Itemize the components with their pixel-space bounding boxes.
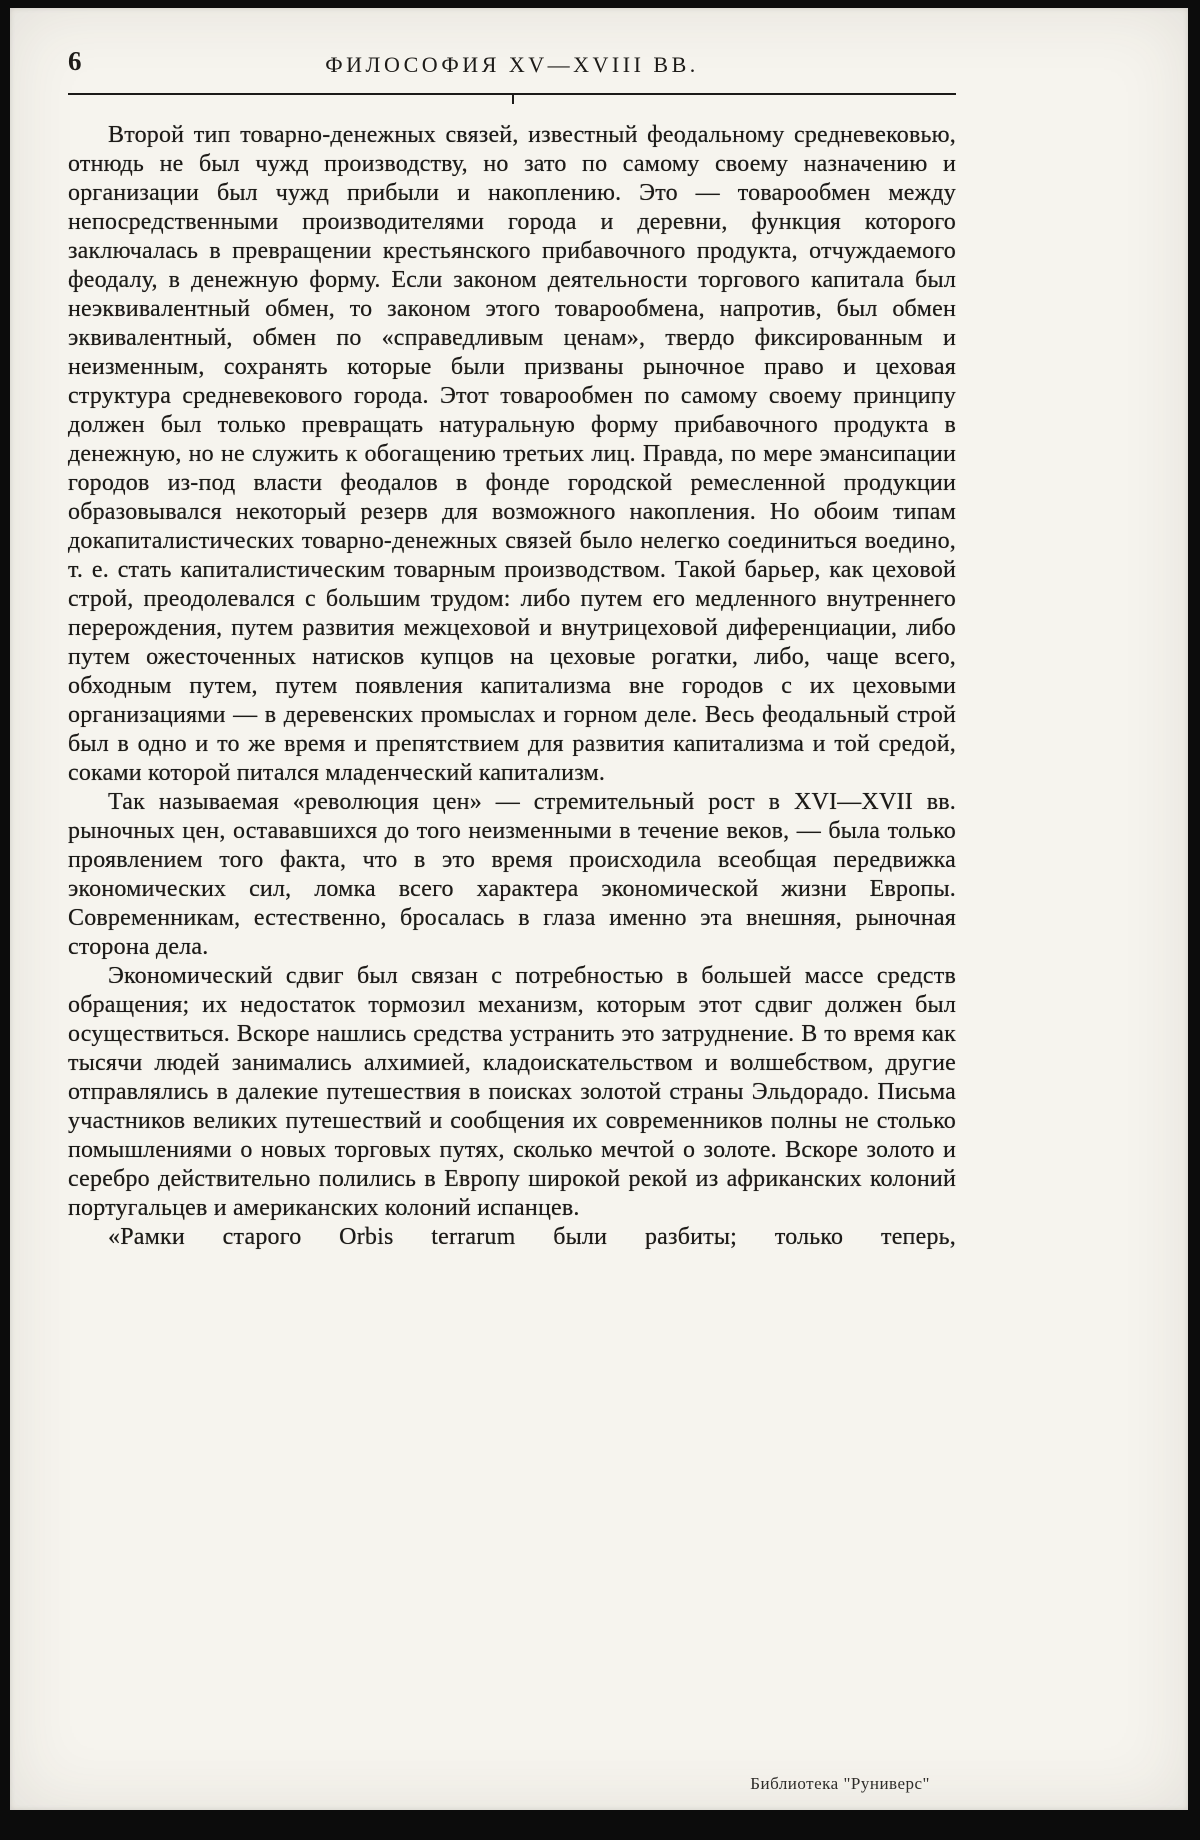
header-rule: [68, 93, 956, 95]
header-rule-tick: [512, 95, 514, 104]
page: [10, 8, 1188, 1810]
running-title: ФИЛОСОФИЯ XV—XVIII ВВ.: [325, 52, 699, 77]
paragraph-3: Экономический сдвиг был связан с потребностью в большей массе средств обращения; их недостаток тормозил механизм, которым этот сдвиг должен был осуществиться. Вскоре нашлись средства устранить это затруднение. В то время как тысячи людей занимались алхимией, кладоискательством и волшебством, другие отправлялись в далекие путешествия в поисках золотой страны Эльдорадо. Письма участников великих путешествий и сообщения их современников полны не столько помышлениями о новых торговых путях, сколько мечтой о золоте. Вскоре золото и серебро действительно полились в Европу широкой рекой из африканских колоний португальцев и американских колоний испанцев.: [68, 963, 956, 1221]
library-watermark: Библиотека "Руниверс": [750, 1774, 930, 1793]
page-body: [68, 121, 956, 1252]
paragraph-4: «Рамки старого Orbis terrarum были разбиты; только теперь,: [108, 1224, 956, 1250]
page-header: [68, 8, 956, 86]
paragraph-1: Второй тип товарно-денежных связей, известный феодальному средневековью, отнюдь не был чужд производству, но зато по самому своему назначению и организации был чужд прибыли и накоплению. Это — товарообмен между непосредственными производителями города и деревни, функция которого заключалась в превращении крестьянского прибавочного продукта, отчуждаемого феодалу, в денежную форму. Если законом деятельности торгового капитала был неэквивалентный обмен, то законом этого товарообмена, напротив, был обмен эквивалентный, обмен по «справедливым ценам», твердо фиксированным и неизменным, сохранять которые были призваны рыночное право и цеховая структура средневекового города. Этот товарообмен по самому своему принципу должен был только превращать натуральную форму прибавочного продукта в денежную, но не служить к обогащению третьих лиц. Правда, по мере эмансипации городов из-под власти феодалов в фонде городской ремесленной продукции образовывался некоторый резерв для возможного накопления. Но обоим типам докапиталистических товарно-денежных связей было нелегко соединиться воедино, т. е. стать капиталистическим товарным производством. Такой барьер, как цеховой строй, преодолевался с большим трудом: либо путем его медленного внутреннего перерождения, путем развития межцеховой и внутрицеховой диференциации, либо путем ожесточенных натисков купцов на цеховые рогатки, либо, чаще всего, обходным путем, путем появления капитализма вне городов с их цеховыми организациями — в деревенских промыслах и горном деле. Весь феодальный строй был в одно и то же время и препятствием для развития капитализма и той средой, соками которой питался младенческий капитализм.: [68, 122, 956, 786]
paragraph-2: Так называемая «революция цен» — стремительный рост в XVI—XVII вв. рыночных цен, остававшихся до того неизменными в течение веков, — была только проявлением того факта, что в это время происходила всеобщая передвижка экономических сил, ломка всего характера экономической жизни Европы. Современникам, естественно, бросалась в глаза именно эта внешняя, рыночная сторона дела.: [68, 789, 956, 960]
page-number: 6: [68, 46, 83, 76]
page-content: [10, 8, 1188, 1252]
